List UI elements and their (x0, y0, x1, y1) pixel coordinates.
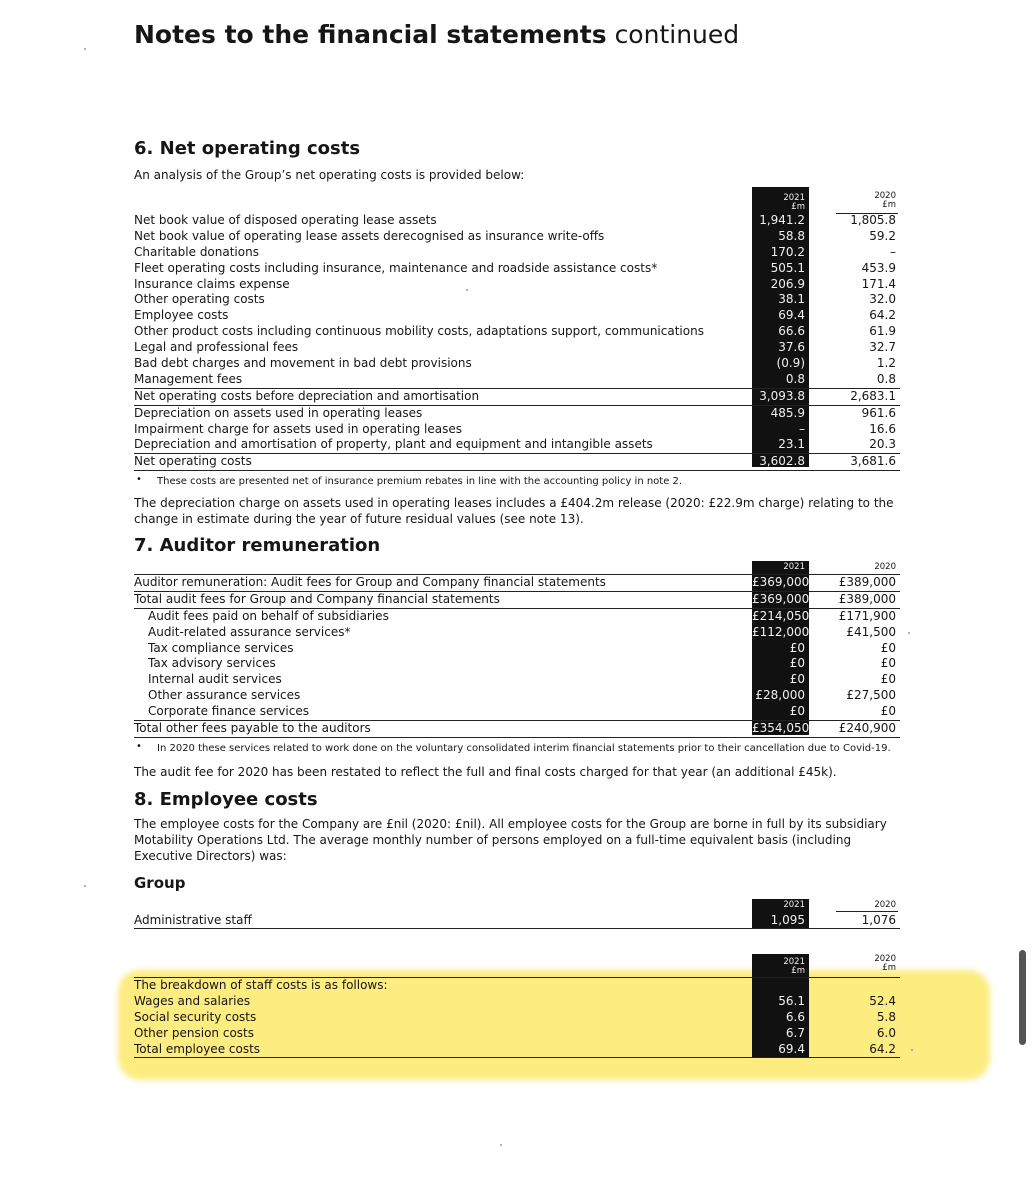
row-value-2020: 453.9 (861, 260, 896, 275)
costs-header-2021-year: 2021 (783, 957, 805, 967)
row-label: Employee costs (134, 308, 229, 323)
row-value-2020: £389,000 (838, 591, 896, 606)
table-row (134, 592, 900, 609)
row-value-2020: 52.4 (869, 993, 896, 1008)
row-value-2020: £0 (880, 640, 896, 655)
row-value-2020: 171.4 (861, 276, 896, 291)
row-label: Tax advisory services (148, 656, 276, 671)
row-label: Wages and salaries (134, 993, 251, 1008)
row-value-2020: 6.0 (876, 1025, 896, 1040)
staff-row (134, 912, 900, 929)
section-6-intro: An analysis of the Group’s net operating costs is provided below: (134, 168, 525, 182)
row-value-2021: £28,000 (755, 688, 805, 703)
row-label: Internal audit services (148, 672, 282, 687)
row-label: Depreciation on assets used in operating leases (134, 405, 423, 420)
table-row (134, 229, 900, 245)
costs-header-2020-unit: £m (882, 963, 896, 973)
row-label: Other product costs including continuous mobility costs, adaptations support, communications (134, 324, 704, 339)
row-value-2020: 1.2 (876, 356, 896, 371)
table-row (134, 656, 900, 672)
row-label: Audit-related assurance services* (148, 624, 351, 639)
row-value-2021: 6.6 (785, 1009, 805, 1024)
scan-dot (500, 1144, 502, 1146)
row-label: Total audit fees for Group and Company financial statements (134, 591, 500, 606)
table-row (134, 372, 900, 389)
row-value-2020: 61.9 (869, 324, 896, 339)
row-value-2021: – (799, 421, 805, 436)
row-value-2020: 3,681.6 (850, 454, 896, 469)
costs-header-2021-unit: £m (791, 966, 805, 976)
row-value-2021: 505.1 (770, 260, 805, 275)
s7-header-2020: 2020 (874, 562, 896, 572)
scan-dot (908, 632, 910, 634)
s7-footnote-bullet: • (136, 741, 142, 752)
row-value-2021: £0 (789, 704, 805, 719)
row-value-2021: £354,050 (752, 721, 810, 736)
row-value-2020: £0 (880, 656, 896, 671)
table-row (134, 356, 900, 372)
row-value-2020: £171,900 (838, 608, 896, 623)
row-label: Net book value of operating lease assets derecognised as insurance write-offs (134, 228, 605, 243)
row-value-2020: £41,500 (846, 624, 896, 639)
row-value-2021: 38.1 (778, 292, 805, 307)
row-label: Tax compliance services (148, 640, 294, 655)
row-value-2021: £0 (789, 640, 805, 655)
table-row (134, 389, 900, 406)
row-label: Legal and professional fees (134, 340, 299, 355)
page-title-continued: continued (614, 20, 740, 49)
row-label: Net operating costs (134, 454, 252, 469)
staff-value-2021: 1,095 (770, 913, 805, 927)
row-value-2020: 64.2 (869, 1041, 896, 1056)
table-row (134, 625, 900, 641)
s6-header-2020-unit: £m (882, 200, 896, 210)
table-row (134, 994, 900, 1010)
group-heading: Group (134, 874, 186, 892)
s6-table (134, 213, 900, 471)
s6-header-2020 (836, 192, 896, 210)
row-label: Audit fees paid on behalf of subsidiaries (148, 608, 389, 623)
row-value-2021: £214,050 (752, 608, 810, 623)
row-value-2020: – (890, 244, 896, 259)
table-row (134, 609, 900, 625)
row-value-2021: 37.6 (778, 340, 805, 355)
row-value-2021: 170.2 (770, 244, 805, 259)
row-value-2021: 69.4 (778, 308, 805, 323)
row-value-2020: 64.2 (869, 308, 896, 323)
costs-header-2020 (836, 955, 896, 973)
row-label: Other pension costs (134, 1025, 254, 1040)
row-value-2020: £0 (880, 704, 896, 719)
table-row (134, 406, 900, 422)
row-value-2020: £0 (880, 672, 896, 687)
row-label: The breakdown of staff costs is as follows: (134, 978, 388, 992)
row-value-2021: 206.9 (770, 276, 805, 291)
s6-paragraph: The depreciation charge on assets used in operating leases includes a £404.2m release (2020: £22.9m charge) relating to the change in estimate during the year of future residual values (see note 13). (134, 496, 894, 526)
scan-dot (911, 1049, 913, 1051)
section-7-heading: 7. Auditor remuneration (134, 535, 381, 556)
table-row (134, 308, 900, 324)
staff-value-2020: 1,076 (861, 913, 896, 927)
s6-footnote: These costs are presented net of insurance premium rebates in line with the accounting policy in note 2. (157, 476, 683, 487)
row-label: Auditor remuneration: Audit fees for Group and Company financial statements (134, 575, 606, 589)
row-label: Depreciation and amortisation of property, plant and equipment and intangible assets (134, 437, 653, 452)
table-row (134, 277, 900, 293)
costs-table (134, 978, 900, 1058)
row-value-2020: £389,000 (838, 575, 896, 589)
row-label: Impairment charge for assets used in operating leases (134, 421, 462, 436)
s6-header-2021-year: 2021 (783, 193, 805, 203)
section-6-heading: 6. Net operating costs (134, 138, 361, 159)
s8-paragraph: The employee costs for the Company are £nil (2020: £nil). All employee costs for the Group are borne in full by its subsidiary Motability Operations Ltd. The average monthly number of persons employed on a full-time equivalent basis (including Executive Directors) was: (134, 817, 887, 863)
row-label: Social security costs (134, 1009, 257, 1024)
row-label: Corporate finance services (148, 704, 309, 719)
row-value-2020: 16.6 (869, 421, 896, 436)
row-value-2021: 3,602.8 (759, 454, 805, 469)
row-label: Total employee costs (134, 1041, 261, 1056)
table-row (134, 437, 900, 454)
row-value-2020: 20.3 (869, 437, 896, 452)
row-value-2021: 3,093.8 (759, 388, 805, 403)
page-title (134, 20, 739, 49)
table-row (134, 213, 900, 229)
row-value-2020: 2,683.1 (850, 388, 896, 403)
row-label: Fleet operating costs including insurance, maintenance and roadside assistance costs* (134, 260, 658, 275)
row-value-2021: 56.1 (778, 993, 805, 1008)
scan-dot (84, 48, 86, 50)
s6-header-2021 (752, 194, 805, 212)
scan-dot (466, 289, 468, 291)
row-value-2021: £0 (789, 672, 805, 687)
staff-header-2020: 2020 (874, 900, 896, 910)
row-value-2021: £0 (789, 656, 805, 671)
s7-footnote: In 2020 these services related to work done on the voluntary consolidated interim financial statements prior to their cancellation due to Covid-19. (157, 743, 891, 754)
row-value-2020: 0.8 (876, 371, 896, 386)
row-value-2021: £112,000 (752, 624, 810, 639)
table-row (134, 324, 900, 340)
scrollbar[interactable] (1019, 950, 1026, 1045)
table-row (134, 641, 900, 657)
table-row (134, 575, 900, 592)
table-row (134, 1026, 900, 1042)
s7-header-2021: 2021 (783, 562, 805, 572)
row-value-2021: £369,000 (752, 591, 810, 606)
table-row (134, 672, 900, 688)
row-label: Bad debt charges and movement in bad debt provisions (134, 356, 472, 371)
s7-table (134, 575, 900, 738)
s6-header-2021-unit: £m (791, 202, 805, 212)
table-row (134, 1010, 900, 1026)
table-row (134, 721, 900, 738)
s6-header-2020-year: 2020 (874, 191, 896, 201)
row-value-2020: £27,500 (846, 688, 896, 703)
staff-label: Administrative staff (134, 913, 252, 927)
costs-header-2021 (752, 958, 805, 976)
staff-header-2021: 2021 (783, 900, 805, 910)
section-8-heading: 8. Employee costs (134, 789, 318, 810)
row-value-2021: 1,941.2 (759, 213, 805, 227)
row-label: Net operating costs before depreciation and amortisation (134, 388, 480, 403)
table-row (134, 245, 900, 261)
row-value-2021: 0.8 (785, 371, 805, 386)
scan-dot (84, 885, 86, 887)
table-row (134, 1042, 900, 1059)
s6-footnote-bullet: • (136, 474, 142, 485)
table-row (134, 704, 900, 721)
table-row (134, 292, 900, 308)
row-value-2021: 485.9 (770, 405, 805, 420)
row-value-2020: 59.2 (869, 228, 896, 243)
row-value-2021: 58.8 (778, 228, 805, 243)
row-value-2021: 23.1 (778, 437, 805, 452)
table-row (134, 454, 900, 471)
table-row (134, 422, 900, 438)
row-value-2020: 5.8 (876, 1009, 896, 1024)
table-row (134, 261, 900, 277)
costs-header-2020-year: 2020 (874, 954, 896, 964)
table-row (134, 978, 900, 994)
row-value-2020: 32.0 (869, 292, 896, 307)
row-label: Net book value of disposed operating lease assets (134, 213, 437, 227)
row-value-2021: £369,000 (752, 575, 810, 589)
row-value-2021: 66.6 (778, 324, 805, 339)
row-value-2020: 32.7 (869, 340, 896, 355)
row-label: Total other fees payable to the auditors (134, 721, 371, 736)
row-label: Other assurance services (148, 688, 301, 703)
row-value-2020: 961.6 (861, 405, 896, 420)
row-label: Charitable donations (134, 244, 259, 259)
row-label: Insurance claims expense (134, 276, 290, 291)
row-label: Other operating costs (134, 292, 265, 307)
row-value-2020: £240,900 (838, 721, 896, 736)
table-row (134, 688, 900, 704)
row-value-2021: 6.7 (785, 1025, 805, 1040)
row-value-2021: (0.9) (776, 356, 805, 371)
row-label: Management fees (134, 371, 243, 386)
row-value-2020: 1,805.8 (850, 213, 896, 227)
page-title-bold: Notes to the financial statements (134, 20, 607, 49)
table-row (134, 340, 900, 356)
row-value-2021: 69.4 (778, 1041, 805, 1056)
s7-paragraph: The audit fee for 2020 has been restated to reflect the full and final costs charged for that year (an additional £45k). (134, 765, 837, 779)
